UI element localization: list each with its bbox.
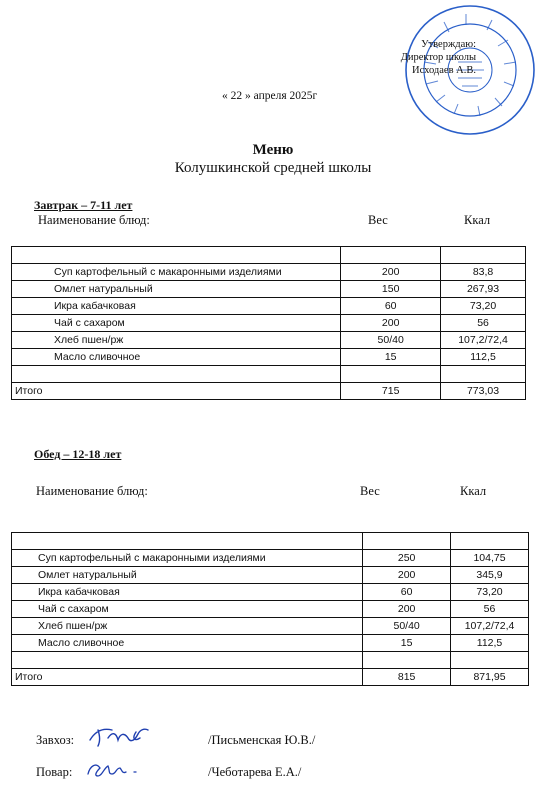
dish-name: Суп картофельный с макаронными изделиями bbox=[12, 264, 341, 281]
approval-label: Утверждаю: bbox=[421, 39, 476, 50]
dish-weight: 60 bbox=[363, 584, 451, 601]
approval-name: Исходаев А.В. bbox=[412, 65, 476, 76]
lunch-heading: Обед – 12-18 лет bbox=[34, 447, 122, 461]
lunch-col-weight: Вес bbox=[360, 484, 380, 498]
table-row bbox=[12, 550, 529, 567]
dish-kcal: 56 bbox=[451, 601, 529, 618]
page-title: Меню bbox=[252, 142, 294, 158]
dish-name: Масло сливочное bbox=[12, 349, 341, 366]
dish-name: Икра кабачковая bbox=[12, 584, 363, 601]
table-row bbox=[12, 281, 526, 298]
dish-weight: 200 bbox=[363, 567, 451, 584]
total-weight: 815 bbox=[363, 669, 451, 686]
page-subtitle: Колушкинской средней школы bbox=[174, 160, 372, 176]
table-row bbox=[12, 315, 526, 332]
lunch-col-name: Наименование блюд: bbox=[36, 484, 148, 498]
table-row bbox=[12, 567, 529, 584]
table-row bbox=[12, 652, 529, 669]
dish-name: Хлеб пшен/рж bbox=[12, 332, 341, 349]
approval-position: Директор школы bbox=[400, 52, 476, 63]
total-label: Итого bbox=[12, 669, 363, 686]
dish-weight: 50/40 bbox=[363, 618, 451, 635]
total-kcal: 773,03 bbox=[441, 383, 526, 400]
dish-weight: 60 bbox=[341, 298, 441, 315]
dish-name: Суп картофельный с макаронными изделиями bbox=[12, 550, 363, 567]
total-row bbox=[12, 383, 526, 400]
breakfast-col-name: Наименование блюд: bbox=[38, 213, 150, 227]
breakfast-table bbox=[11, 246, 526, 400]
dish-weight: 50/40 bbox=[341, 332, 441, 349]
total-kcal: 871,95 bbox=[451, 669, 529, 686]
dish-kcal: 104,75 bbox=[451, 550, 529, 567]
menu-date: « 22 » апреля 2025г bbox=[222, 90, 318, 102]
dish-name: Икра кабачковая bbox=[12, 298, 341, 315]
approval-block bbox=[401, 38, 476, 77]
table-row bbox=[12, 601, 529, 618]
table-row bbox=[12, 366, 526, 383]
table-row bbox=[12, 298, 526, 315]
total-row bbox=[12, 669, 529, 686]
breakfast-col-kcal: Ккал bbox=[464, 213, 491, 227]
dish-kcal: 267,93 bbox=[441, 281, 526, 298]
total-label: Итого bbox=[12, 383, 341, 400]
dish-kcal: 345,9 bbox=[451, 567, 529, 584]
table-row bbox=[12, 247, 526, 264]
dish-kcal: 107,2/72,4 bbox=[441, 332, 526, 349]
dish-kcal: 56 bbox=[441, 315, 526, 332]
total-weight: 715 bbox=[341, 383, 441, 400]
dish-kcal: 73,20 bbox=[451, 584, 529, 601]
lunch-table bbox=[11, 532, 529, 686]
dish-kcal: 112,5 bbox=[451, 635, 529, 652]
table-row bbox=[12, 332, 526, 349]
dish-name: Чай с сахаром bbox=[12, 601, 363, 618]
dish-weight: 200 bbox=[341, 264, 441, 281]
breakfast-col-weight: Вес bbox=[368, 213, 388, 227]
dish-weight: 150 bbox=[341, 281, 441, 298]
dish-name: Омлет натуральный bbox=[12, 567, 363, 584]
dish-weight: 15 bbox=[341, 349, 441, 366]
dish-name: Хлеб пшен/рж bbox=[12, 618, 363, 635]
dish-weight: 200 bbox=[363, 601, 451, 618]
dish-name: Чай с сахаром bbox=[12, 315, 341, 332]
dish-weight: 250 bbox=[363, 550, 451, 567]
storekeeper-name: /Письменская Ю.В./ bbox=[208, 733, 316, 747]
storekeeper-signature bbox=[86, 722, 160, 750]
table-row bbox=[12, 618, 529, 635]
table-row bbox=[12, 635, 529, 652]
table-row bbox=[12, 264, 526, 281]
breakfast-heading: Завтрак – 7-11 лет bbox=[34, 198, 133, 212]
cook-label: Повар: bbox=[36, 765, 73, 779]
dish-kcal: 73,20 bbox=[441, 298, 526, 315]
dish-weight: 200 bbox=[341, 315, 441, 332]
table-row bbox=[12, 584, 529, 601]
lunch-col-kcal: Ккал bbox=[460, 484, 487, 498]
dish-weight: 15 bbox=[363, 635, 451, 652]
dish-kcal: 112,5 bbox=[441, 349, 526, 366]
dish-name: Масло сливочное bbox=[12, 635, 363, 652]
cook-signature bbox=[82, 756, 146, 782]
storekeeper-label: Завхоз: bbox=[36, 733, 75, 747]
cook-name: /Чеботарева Е.А./ bbox=[208, 765, 302, 779]
table-row bbox=[12, 349, 526, 366]
dish-name: Омлет натуральный bbox=[12, 281, 341, 298]
dish-kcal: 107,2/72,4 bbox=[451, 618, 529, 635]
dish-kcal: 83,8 bbox=[441, 264, 526, 281]
table-row bbox=[12, 533, 529, 550]
